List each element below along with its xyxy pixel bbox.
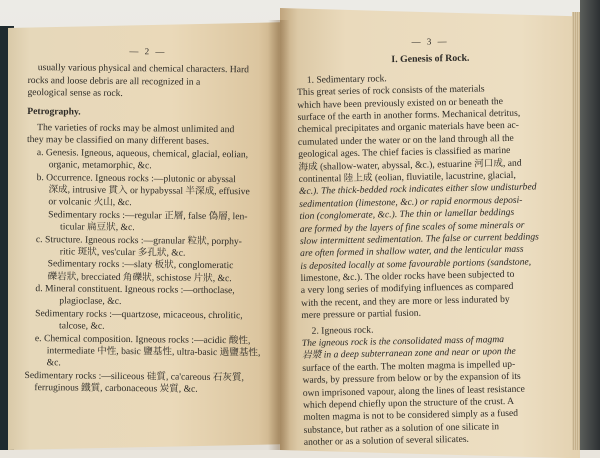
text-line: ritic 斑狀, ves'cular 多孔狀, &c. [59, 246, 186, 259]
book-gutter [268, 20, 290, 450]
text-line: a very long series of modifying influences as compared [300, 281, 514, 297]
text-line: continental 陸上成 (eolian, fluviatile, lacustrine, glacial, [298, 169, 516, 185]
text-line: wards, by pressure from below or by the expansion of its [302, 370, 521, 387]
text-line: plagioclase, &c. [59, 295, 122, 308]
text-line: cumulated under the water or on the land through all the [297, 132, 514, 148]
text-line: Sedimentary rocks :—regular 正層, false 偽層, len- [48, 208, 248, 223]
text-line: own imprisoned vapour, along the lines of least resistance [302, 383, 525, 399]
text-line: Sedimentary rocks :—quartzose, micaceous, chrolitic, [35, 307, 243, 322]
text-line: 礫岩狀, brecciated 角礫狀, schistose 片狀, &c. [47, 270, 232, 284]
text-line: Sedimentary rocks :—siliceous 硅質, ca'careous 石灰質, [24, 369, 244, 384]
page-edges [572, 12, 580, 450]
text-line: ferruginous 鐵質, carbonaceous 炭質, &c. [34, 382, 198, 395]
book-cover-right [580, 0, 600, 450]
text-line: The igneous rock is the consolidated mass of magma [301, 334, 505, 349]
text-line: d. Mineral constituent. Igneous rocks :—orthoclase, [35, 283, 235, 297]
text-line: limestone, &c.). The older rocks have been subjected to [300, 268, 515, 285]
chapter-title: I. Genesis of Rock. [391, 53, 470, 66]
text-line: mere pressure or partial fusion. [301, 307, 422, 322]
text-line: e. Chemical composition. Igneous rocks :—acidic 酸性, [34, 332, 251, 346]
text-line: are often formed in shallow water, and the lenticular mass [300, 243, 524, 260]
text-line: which depend chiefly upon the structure of the crust. A [302, 395, 515, 411]
text-line: c. Structure. Igneous rocks :—granular 粒狀, porphy- [35, 233, 242, 247]
text-line: they may be classified on many different bases. [26, 134, 210, 148]
intro-line: geological sense as rock. [27, 87, 123, 100]
text-line: organic, metamorphic, &c. [48, 159, 152, 172]
text-line: is deposited locally at some favourable portions (sandstone, [300, 256, 532, 272]
text-line: a. Genesis. Igneous, aqueous, chemical, glacial, eolian, [36, 146, 249, 161]
text-line: another or as a solution of several silicates. [303, 433, 470, 449]
text-line: are formed by the layers of fine scales of some minerals or [299, 219, 525, 235]
text-line: b. Occurrence. Igneous rocks :—plutonic or abyssal [36, 171, 236, 185]
left-page-text [24, 44, 268, 397]
left-body [24, 122, 267, 397]
text-line: Sedimentary rocks :—slaty 板狀, conglomeratic [47, 258, 234, 272]
intro-line: rocks and loose debris are all recognized in a [27, 74, 201, 88]
right-page-number: — 3 — [411, 36, 449, 47]
text-line: sedimentation (limestone, &c.) or rapid enormous deposi- [299, 194, 523, 210]
text-line: intermediate 中性, basic 鹽基性, ultra-basic 過鹽基性, [46, 345, 261, 359]
text-line: talcose, &c. [58, 320, 105, 333]
text-line: which have been previously existed on or beneath the [297, 95, 504, 111]
right-body [297, 70, 572, 450]
text-line: ticular 扁豆狀, &c. [60, 221, 135, 234]
text-line: &c. [46, 357, 61, 369]
subsection-heading: 1. Sedimentary rock. [306, 73, 387, 86]
left-page-number: — 2 — [129, 46, 167, 57]
text-line: This great series of rock consists of the materials [296, 83, 485, 99]
text-line: &c.). The thick-bedded rock indicates either slow undisturbed [298, 181, 537, 198]
text-line: 岩漿 in a deep subterranean zone and near or upon the [301, 346, 516, 362]
text-line: The varieties of rocks may be almost unlimited and [37, 122, 235, 136]
text-line: molten magma is not to be considered simply as a fused [303, 408, 519, 424]
text-line: tion (conglomerate, &c.). The thin or lamellar beddings [299, 206, 515, 223]
text-line: substance, but rather as a solution of one silicate in [303, 420, 500, 436]
text-line: surface of the earth in another forms. Mechanical detritus, [297, 107, 521, 123]
intro-line: usually various physical and chemical characters. Hard [37, 62, 250, 76]
subsection-heading: 2. Igneous rock. [311, 324, 374, 337]
text-line: or volcanic 火山, &c. [48, 196, 132, 209]
section-heading: Petrography. [27, 105, 81, 118]
text-line: with the recent, and they are more or less indurated by [300, 293, 510, 309]
text-line: chemical precipitates and organic materials have been ac- [297, 120, 520, 136]
text-line: geological ages. The chief facies is classified as marine [298, 145, 511, 161]
right-page-text [296, 33, 572, 450]
text-line: surface of the earth. The molten magma is impelled up- [302, 358, 516, 374]
text-line: slow intermittent sedimentation. The false or current beddings [299, 231, 539, 247]
text-line: 深成, intrusive 貫入 or hypabyssal 半深成, effusive [48, 184, 250, 198]
text-line: 海成 (shallow-water, abyssal, &c.), estuarine 河口成, and [298, 157, 522, 173]
